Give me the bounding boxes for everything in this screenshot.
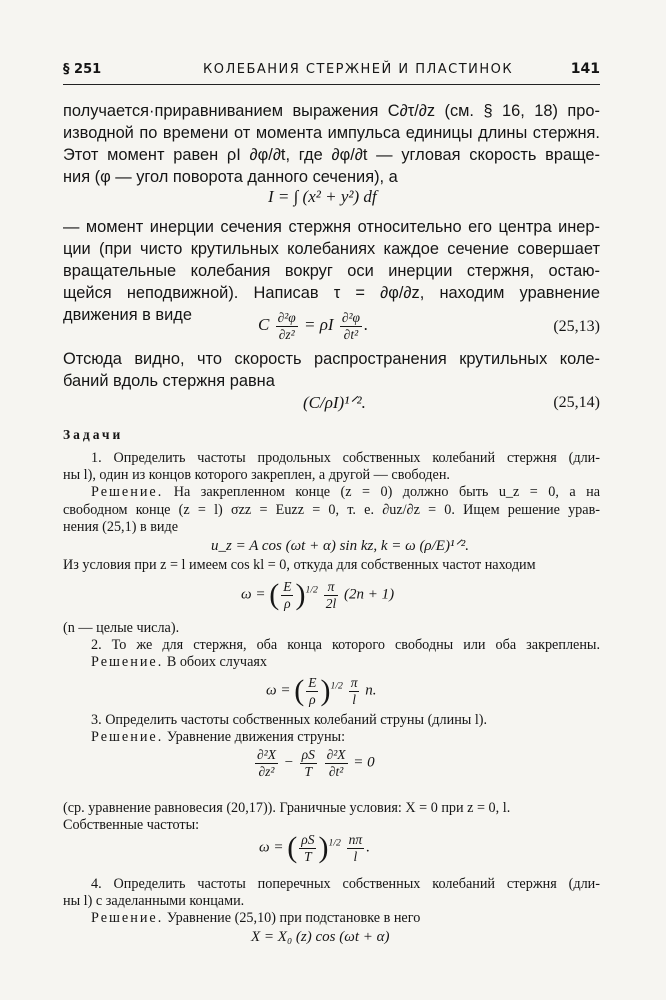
text-line: баний вдоль стержня равна: [63, 372, 275, 390]
solution-label: Решение.: [91, 910, 164, 927]
numerator: E: [283, 579, 292, 594]
numerator: nπ: [348, 832, 363, 847]
numerator: ∂²φ: [277, 310, 296, 325]
fraction: [347, 832, 365, 864]
text-line: Отсюда видно, что скорость распространения крутильных коле-: [63, 350, 600, 368]
text-line: ния (φ — угол поворота данного сечения), а: [63, 168, 398, 186]
equation-string: [253, 747, 375, 779]
solution-label: Решение.: [91, 729, 164, 746]
equation-p4: X = X₀ (z) cos (ωt + α): [251, 929, 390, 945]
text-line: Собственные частоты:: [63, 817, 200, 834]
denominator: 2l: [325, 595, 337, 611]
denominator: l: [352, 691, 356, 707]
fraction: [306, 675, 318, 707]
problem-1: [63, 450, 600, 536]
exponent: 1/2: [305, 584, 318, 596]
equation-freq-2: ω = ( $\frac{E}{\rho}$ )$^{1/2}$ $\frac{\pi}{l}$ n.: [266, 674, 377, 708]
text-line: 4. Определить частоты поперечных собственных колебаний стержня (дли-: [91, 876, 600, 892]
text-line: Из условия при z = l имеем cos kl = 0, откуда для собственных частот находим: [63, 557, 536, 573]
eq-minus: −: [283, 754, 294, 771]
denominator: ∂t²: [343, 326, 359, 342]
problem-4: [63, 876, 600, 928]
text-line: В обоих случаях: [166, 654, 267, 671]
fraction: [299, 832, 316, 864]
text-line: ны l) с заделанными концами.: [63, 893, 245, 910]
page-number: 141: [570, 61, 600, 77]
numerator: ρS: [301, 747, 315, 762]
problem-3: [63, 712, 600, 746]
eq-tail: .: [364, 314, 369, 334]
eq-lhs: ω =: [259, 839, 284, 856]
text-line: На закрепленном конце (z = 0) должно быть u_z = 0, а на: [173, 484, 601, 501]
text-line: 3. Определить частоты собственных колебаний струны (длины l).: [91, 712, 488, 728]
eq-tail: = 0: [353, 754, 375, 771]
text-line: движения в виде: [63, 306, 192, 324]
header-rule: [63, 84, 600, 85]
denominator: ρ: [284, 595, 291, 611]
denominator: T: [304, 848, 312, 864]
text-line: Уравнение (25,10) при подстановке в него: [166, 910, 421, 927]
problem-1-note: [63, 620, 600, 637]
fraction: [349, 675, 360, 707]
fraction: [276, 310, 298, 342]
text-line: Уравнение движения струны:: [166, 729, 346, 746]
section-number: § 251: [63, 62, 102, 77]
equation-p1: u_z = A cos (ωt + α) sin kz, k = ω (ρ/E)¹ᐟ².: [211, 538, 470, 554]
numerator: E: [308, 675, 317, 690]
fraction: [300, 747, 317, 779]
problem-3-after: [63, 800, 600, 834]
problems-heading: Задачи: [63, 427, 124, 442]
problem-1-after: [63, 557, 600, 574]
eq-tail: n.: [365, 682, 377, 699]
exponent: 1/2: [328, 837, 341, 849]
eq-lhs: ω =: [241, 586, 266, 603]
eq-tail: .: [366, 839, 370, 856]
equation-number: (25,13): [553, 318, 600, 335]
text-line: — момент инерции сечения стержня относительно его центра инер-: [63, 218, 600, 236]
denominator: T: [304, 763, 312, 779]
text-line: получается·приравниванием выражения C∂τ/∂z (см. § 16, 18) про-: [63, 102, 600, 120]
eq-coef: C: [258, 314, 270, 334]
denominator: ∂t²: [328, 763, 344, 779]
eq-mid: = ρI: [304, 314, 334, 334]
running-title: КОЛЕБАНИЯ СТЕРЖНЕЙ И ПЛАСТИНОК: [203, 62, 514, 77]
fraction: [281, 579, 293, 611]
equation-freq-3: ω = ( $\frac{\rho S}{T}$ )$^{1/2}$ $\frac{n\pi}{l}$ .: [259, 831, 370, 865]
numerator: π: [350, 675, 358, 690]
equation-number: (25,14): [553, 394, 600, 411]
text-line: 1. Определить частоты продольных собственных колебаний стержня (дли-: [91, 450, 600, 466]
equation-freq-1: ω = ( $\frac{E}{\rho}$ )$^{1/2}$ $\frac{\pi}{2l}$ (2n + 1): [241, 578, 395, 612]
denominator: ρ: [309, 691, 316, 707]
text-line: щейся неподвижной). Написав τ = ∂φ/∂z, находим уравнение: [63, 284, 600, 302]
text-line: (n — целые числа).: [63, 620, 180, 636]
text-line: изводной по времени от момента импульса единицы длины стержня.: [63, 124, 600, 142]
book-page: [63, 52, 600, 992]
text-line: свободном конце (z = l) σzz = Euzz = 0, т. е. ∂uz/∂z = 0. Ищем решение урав-: [63, 501, 600, 518]
eq-tail: (2n + 1): [343, 586, 395, 603]
exponent: 1/2: [330, 680, 343, 692]
fraction: [324, 579, 339, 611]
text-line: нения (25,1) в виде: [63, 518, 179, 535]
denominator: ∂z²: [278, 326, 295, 342]
fraction: [340, 310, 362, 342]
paragraph-1: [63, 100, 600, 188]
eq-lhs: ω =: [266, 682, 291, 699]
problem-2: [63, 637, 600, 671]
paragraph-3: [63, 348, 600, 392]
fraction: [325, 747, 348, 779]
numerator: ρS: [301, 832, 315, 847]
text-line: Этот момент равен ρI ∂φ/∂t, где ∂φ/∂t — угловая скорость враще-: [63, 146, 600, 164]
numerator: ∂²X: [326, 747, 346, 762]
text-line: ны l), один из концов которого закреплен, а другой — свободен.: [63, 467, 450, 484]
text-line: (ср. уравнение равновесия (20,17)). Граничные условия: X = 0 при z = 0, l.: [63, 800, 511, 816]
numerator: π: [324, 579, 339, 596]
fraction: [255, 747, 278, 779]
numerator: ∂²φ: [341, 310, 361, 325]
equation-25-14: (C/ρI)¹ᐟ².: [303, 393, 366, 412]
equation-inertia: I = ∫ (x² + y²) df: [268, 187, 377, 206]
denominator: l: [353, 848, 358, 864]
text-line: вращательные колебания вокруг оси инерции стержня, остаю-: [63, 262, 600, 280]
text-line: ции (при чисто крутильных колебаниях каждое сечение совершает: [63, 240, 600, 258]
numerator: ∂²X: [257, 747, 276, 762]
solution-label: Решение.: [91, 654, 164, 671]
solution-label: Решение.: [91, 484, 164, 501]
equation-25-13: [258, 310, 368, 342]
text-line: 2. То же для стержня, оба конца которого свободны или оба закреплены.: [91, 637, 600, 653]
denominator: ∂z²: [258, 763, 275, 779]
